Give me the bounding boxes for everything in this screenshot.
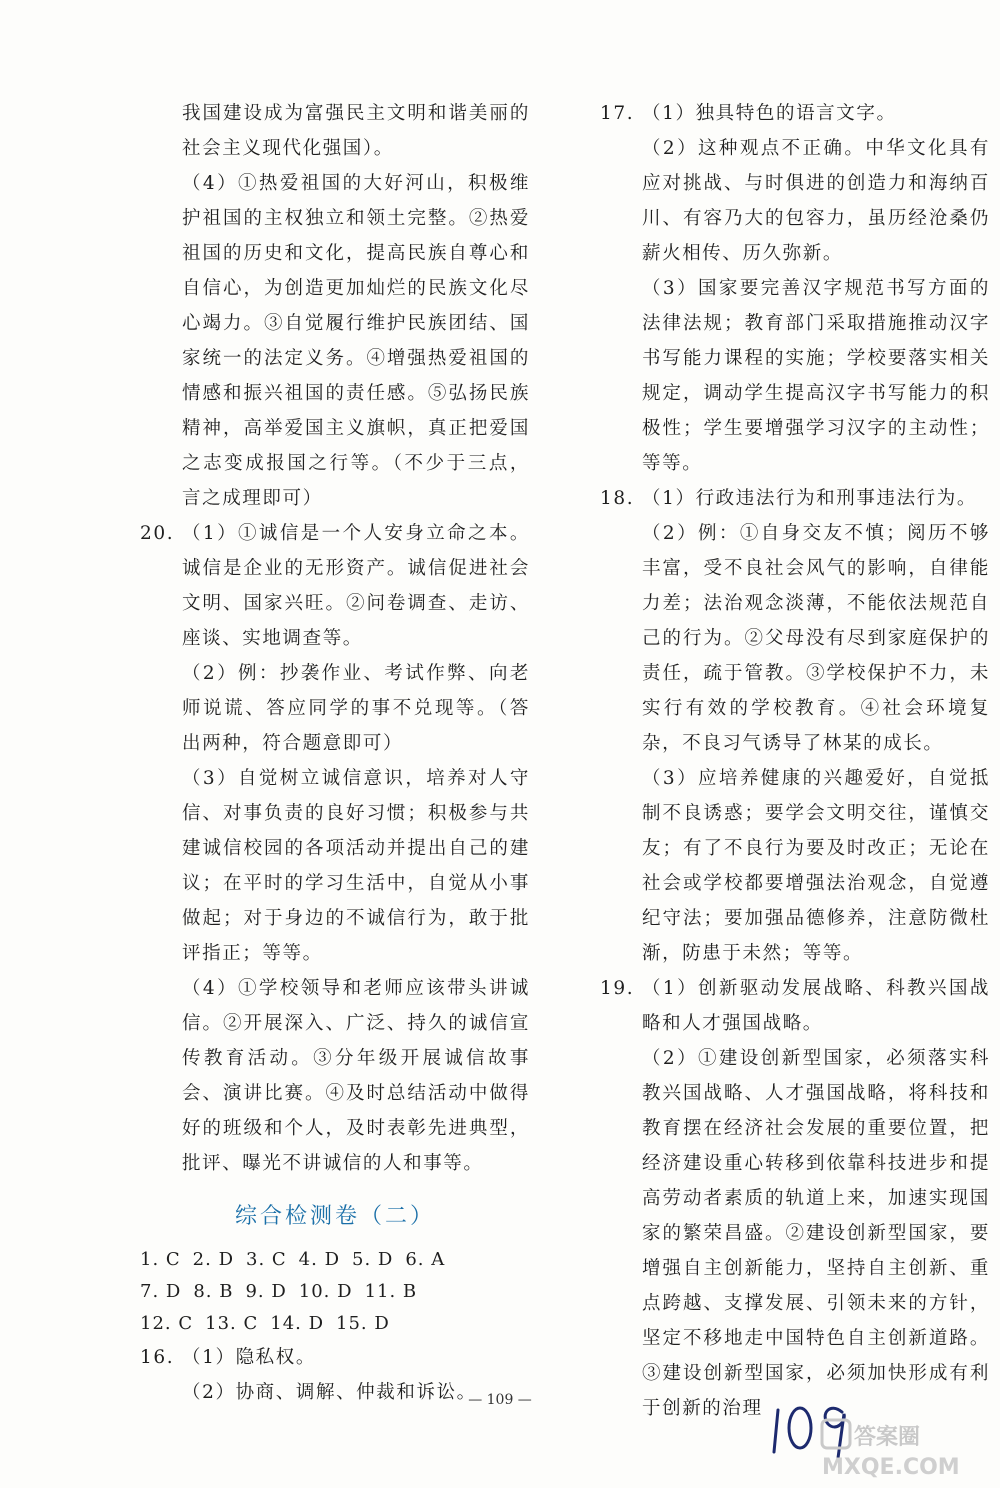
q18-part1: （1）行政违法行为和刑事违法行为。	[642, 488, 977, 509]
mc-answer: 3. C	[246, 1249, 287, 1270]
q19-part1: （1）创新驱动发展战略、科教兴国战略和人才强国战略。	[642, 978, 990, 1034]
q20-part4: （4）①学校领导和老师应该带头讲诚信。②开展深入、广泛、持久的诚信宣传教育活动。③分年级开展诚信故事会、演讲比赛。④及时总结活动中做得好的班级和个人，及时表彰先进典型，批评、曝光不讲诚信的人和事等。	[182, 978, 530, 1174]
question-17	[600, 96, 990, 481]
question-number: 19.	[600, 978, 635, 999]
question-19	[600, 971, 990, 1426]
mc-answer: 4. D	[298, 1249, 340, 1270]
question-18	[600, 481, 990, 971]
question-number: 18.	[600, 488, 635, 509]
mc-answer: 7. D	[140, 1281, 182, 1302]
mc-answer: 11. B	[364, 1281, 418, 1302]
question-number: 16.	[140, 1347, 175, 1368]
mc-answer: 9. D	[245, 1281, 287, 1302]
watermark-url: MXQE.COM	[822, 1455, 960, 1480]
q19-continuation-p2: （4）①热爱祖国的大好河山，积极维护祖国的主权独立和领土完整。②热爱祖国的历史和文化，提高民族自尊心和自信心，为创造更加灿烂的民族文化尽心竭力。③自觉履行维护民族团结、国家统一的法定义务。④增强热爱祖国的情感和振兴祖国的责任感。⑤弘扬民族精神，高举爱国主义旗帜，真正把爱国之志变成报国之行等。（不少于三点，言之成理即可）	[182, 173, 530, 509]
q17-part3: （3）国家要完善汉字规范书写方面的法律法规；教育部门采取措施推动汉字书写能力课程的实施；学校要落实相关规定，调动学生提高汉字书写能力的积极性；学生要增强学习汉字的主动性；等等。	[642, 278, 990, 474]
question-20	[140, 516, 530, 1181]
q19-part2: （2）①建设创新型国家，必须落实科教兴国战略、人才强国战略，将科技和教育摆在经济社会发展的重要位置，把经济建设重心转移到依靠科技进步和提高劳动者素质的轨道上来，加速实现国家的繁荣昌盛。②建设创新型国家，要增强自主创新能力，坚持自主创新、重点跨越、支撑发展、引领未来的方针，坚定不移地走中国特色自主创新道路。③建设创新型国家，必须加快形成有利于创新的治理	[642, 1048, 990, 1419]
q20-part1: （1）①诚信是一个人安身立命之本。诚信是企业的无形资产。诚信促进社会文明、国家兴旺。②问卷调查、走访、座谈、实地调查等。	[182, 523, 530, 649]
mc-answer: 12. C	[140, 1313, 194, 1334]
q19-continuation-p1: 我国建设成为富强民主文明和谐美丽的社会主义现代化强国）。	[182, 103, 530, 159]
mc-answer: 10. D	[298, 1281, 353, 1302]
mc-answer: 15. D	[336, 1313, 390, 1334]
mc-answer: 2. D	[192, 1249, 234, 1270]
mc-row	[140, 1308, 530, 1340]
mc-row	[140, 1276, 530, 1308]
multiple-choice-answers	[140, 1244, 530, 1340]
mc-row	[140, 1244, 530, 1276]
question-number: 17.	[600, 103, 635, 124]
question-number: 20.	[140, 523, 175, 544]
left-column	[140, 96, 530, 1410]
q20-part3: （3）自觉树立诚信意识，培养对人守信、对事负责的良好习惯；积极参与共建诚信校园的各项活动并提出自己的建议；在平时的学习生活中，自觉从小事做起；对于身边的不诚信行为，敢于批评指正；等等。	[182, 768, 530, 964]
svg-text:答案圈: 答案圈	[854, 1425, 921, 1450]
q16-part1: （1）隐私权。	[182, 1347, 316, 1368]
mc-answer: 14. D	[270, 1313, 325, 1334]
mc-answer: 6. A	[405, 1249, 446, 1270]
q17-part2: （2）这种观点不正确。中华文化具有应对挑战、与时俱进的创造力和海纳百川、有容乃大的包容力，虽历经沧桑仍薪火相传、历久弥新。	[642, 138, 990, 264]
right-column	[600, 96, 990, 1426]
mc-answer: 1. C	[140, 1249, 181, 1270]
q18-part2: （2）例：①自身交友不慎；阅历不够丰富，受不良社会风气的影响，自律能力差；法治观念淡薄，不能依法规范自己的行为。②父母没有尽到家庭保护的责任，疏于管教。③学校保护不力，未实行有效的学校教育。④社会环境复杂，不良习气诱导了林某的成长。	[642, 523, 990, 754]
mc-answer: 13. C	[205, 1313, 259, 1334]
q16-part2: （2）协商、调解、仲裁和诉讼。	[182, 1382, 477, 1403]
page-number: — 109 —	[468, 1392, 532, 1408]
q18-part3: （3）应培养健康的兴趣爱好，自觉抵制不良诱惑；要学会文明交往，谨慎交友；有了不良行为要及时改正；无论在社会或学校都要增强法治观念，自觉遵纪守法；要加强品德修养，注意防微杜渐，防患于未然；等等。	[642, 768, 990, 964]
q17-part1: （1）独具特色的语言文字。	[642, 103, 897, 124]
mc-answer: 8. B	[193, 1281, 234, 1302]
section-title: 综合检测卷（二）	[234, 1204, 435, 1229]
watermark-logo	[818, 1418, 993, 1480]
mc-answer: 5. D	[352, 1249, 394, 1270]
q20-part2: （2）例：抄袭作业、考试作弊、向老师说谎、答应同学的事不兑现等。（答出两种，符合题意即可）	[182, 663, 530, 754]
